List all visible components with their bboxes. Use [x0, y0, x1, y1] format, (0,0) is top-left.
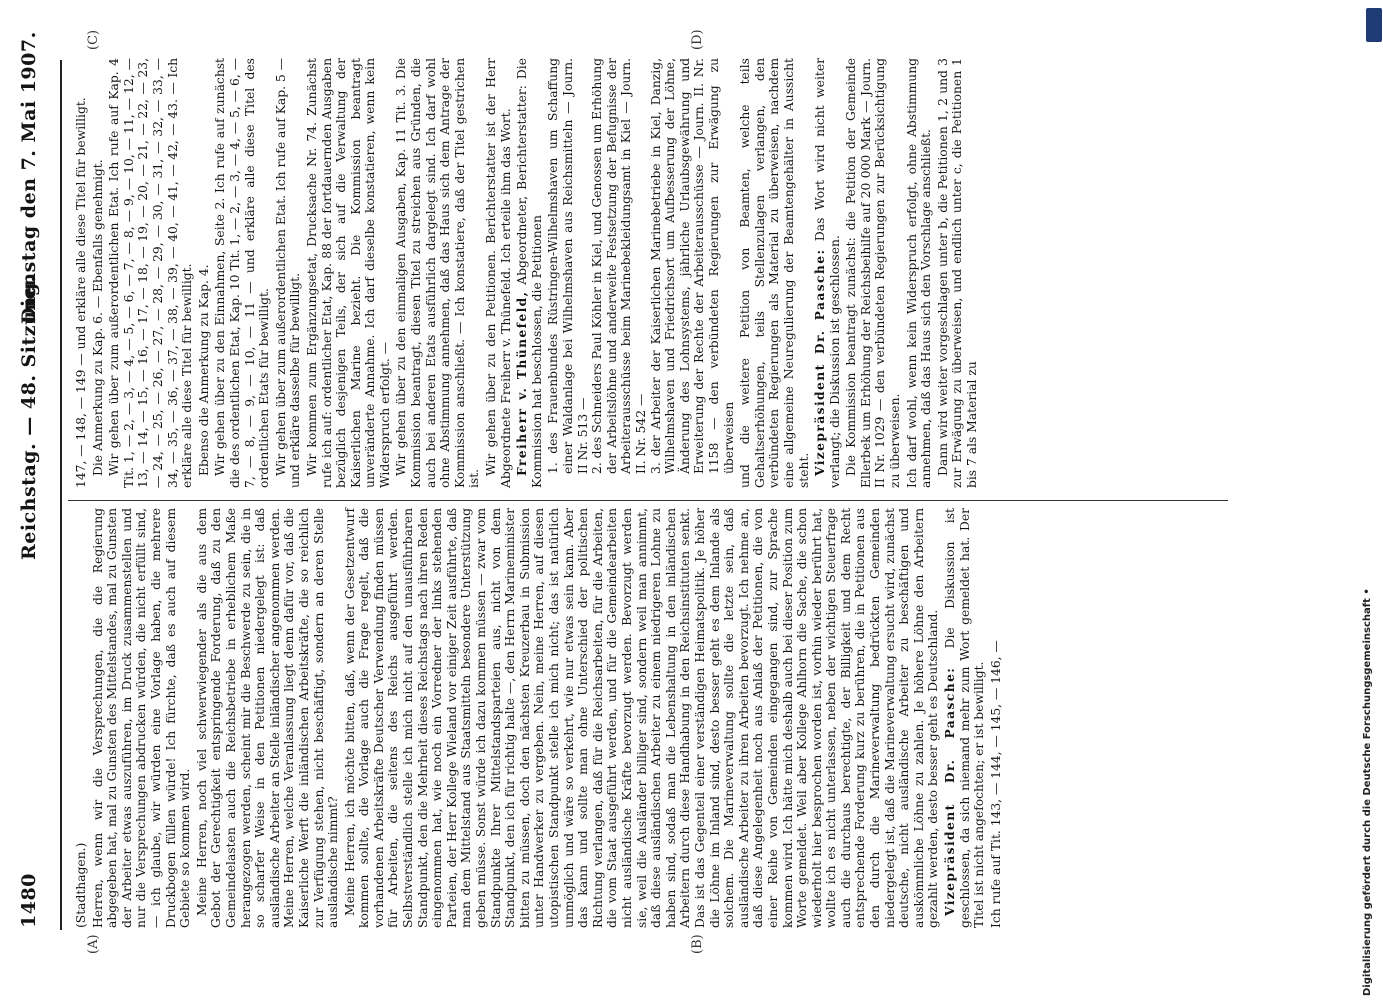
statement-text: Das Wort wird nicht weiter verlangt; die Diskussion ist geschlossen.: [813, 58, 842, 488]
session-title: Reichstag. — 48. Sitzung.: [18, 275, 40, 560]
session-date: Dienstag den 7. Mai 1907.: [18, 31, 40, 324]
paragraph: Herren, wenn wir die Versprechungen, die die Regierung abgegeben hat, mal zu Gunsten des Mittelstandes, mal zu Gunsten der Arbeiter etwas auszuführen, im Druck zusammenstellen und nur die Versprechungen abdrucken würden, die nicht erfüllt sind, — ich glaube, wir würden eine Vorlage haben, die mehrere Druckbogen füllen würde! Ich fürchte, daß es auch auf diesem Gebiete so kommen wird.: [90, 508, 193, 928]
margin-letter-b: (B): [690, 934, 705, 954]
paragraph: Ich rufe auf Tit. 143, — 144, — 145, — 146, —: [988, 640, 1003, 928]
right-column: [74, 58, 982, 488]
president-statement: [943, 508, 987, 928]
left-column: [74, 508, 1005, 928]
statement-text: Abgeordneter, Berichterstatter: Die Kommission hat beschlossen, die Petitionen: [515, 58, 544, 488]
dfg-logo: [1366, 8, 1382, 42]
speaker-label: Vizepräsident Dr. Paasche:: [812, 248, 828, 476]
list-item: 3. der Arbeiter der Kaiserlichen Marinebetriebe in Kiel, Danzig, Wilhelmshaven und Friedrichsort um Aufbesserung der Löhne, Änderung des Lohnsystems, jährliche Urlaubsgewährung und Erweiterung der Rechte der Arbeiterausschüsse — Journ. II. Nr. 1158 — den verbündeten Regierungen zur Erwägung zu überweisen: [648, 58, 736, 474]
paragraph: Meine Herren, ich möchte bitten, daß, wenn der Gesetzentwurf kommen sollte, die Vorlage auch die Frage regelt, daß die vorhandenen Arbeitskräfte Deutscher Verwendung finden müssen für Arbeiten, die seitens des Reichs ausgeführt werden. Selbstverständlich stelle ich mich nicht auf den unausführbaren Standpunkt, den die Mehrheit dieses Reichstags nach ihren Reden eingenommen hat, wie noch ein Vorredner der links stehenden Parteien, der Herr Kollege Wieland vor einiger Zeit ausführte, daß man dem Mittelstand aus Staatsmitteln besondere Unterstützung geben müsse. Sonst würde ich dazu kommen müssen — zwar vom Standpunkte Ihrer Mittelstandsparteien aus, nicht von dem Standpunkt, den ich für richtig halte —, den Herrn Marineminister bitten zu müssen, doch den nächsten Kreuzerbau in Submission unter Handwerker zu vergeben. Nein, meine Herren, auf diesen utopistischen Standpunkt stelle ich mich nicht; das ist natürlich unmöglich und wäre so verkehrt, wie nur etwas sein kann. Aber das kann und sollte man ohne Unterschied der politischen Richtung verlangen, daß für die Reichsarbeiten, für die Arbeiten, die vom Staat ausgeführt werden, und für die Gemeindearbeiten nicht ausländische Kräfte bevorzugt werden. Bevorzugt werden sie, weil die Ausländer billiger sind, sondern weil man annimmt, daß diese ausländischen Arbeiter zu einem niedrigeren Lohne zu haben sind, sodaß man die Lebenshaltung in den inländischen Arbeitern durch diese Handhabung in den Reichsinstituten senkt. Das ist das Gegenteil einer verständigen Heimatspolitik. Je höher die Löhne im Inland sind, desto besser geht es dem Inlande als solchem. Die Marineverwaltung sollte die letzte sein, daß ausländische Arbeiter zu ihren Arbeiten bevorzugt. Ich nehme an, daß diese Angelegenheit noch aus Anlaß der Petitionen, die von einer Reihe von Gemeinden eingegangen sind, zur Sprache kommen wird. Ich hätte mich deshalb auch bei dieser Position zum Worte gemeldet. Weil aber Kollege Ahlhorn die Sache, die schon wiederholt hier besprochen worden ist, vorhin wieder berührt hat, wollte ich es nicht unterlassen, neben der wichtigen Steuerfrage auch die durchaus berechtigte, der Billigkeit und dem Recht entsprechende Forderung kurz zu berühren, die in Petitionen aus den durch die Marineverwaltung bedrückten Gemeinden niedergelegt ist, daß die Marineverwaltung ersucht wird, zunächst deutsche, nicht ausländische Arbeiter zu beschäftigen und auskömmliche Löhne zu zahlen. Je höhere Löhne den Arbeitern gezahlt werden, desto besser geht es Deutschland.: [342, 508, 941, 928]
list-item: 2. des Schneiders Paul Köhler in Kiel, und Genossen um Erhöhung der Arbeitslöhne und anderweite Festsetzung der Befugnisse der Arbeiterausschüsse beim Marinebekleidungsamt in Kiel — Journ. II. Nr. 542 —: [590, 58, 648, 474]
paragraph: Meine Herren, noch viel schwerwiegender als die aus dem Gebot der Gerechtigkeit entspringende Forderung, daß zu den Gemeindelasten auch die Reichsbetriebe in erheblichem Maße herangezogen werden, scheint mir die Beschwerde zu sein, die in so scharfer Weise in den Petitionen niedergelegt ist: daß ausländische Arbeiter an Stelle inländischer angenommen werden. Meine Herren, welche Veranlassung liegt denn dafür vor, daß die Kaiserliche Werft die inländischen Arbeitskräfte, die so reichlich zur Verfügung stehen, nicht beschäftigt, sondern an deren Stelle ausländische nimmt?: [194, 508, 341, 928]
page-number: 1480: [18, 873, 40, 928]
digitization-note: [1362, 6, 1380, 996]
list-item: 1. des Frauenbundes Rüstringen-Wilhelmshaven um Schaffung einer Waldanlage bei Wilhelmshaven aus Reichsmitteln — Journ. II Nr. 513 —: [546, 58, 590, 474]
paragraph: Wir gehen über zum außerordentlichen Etat. Ich rufe auf Kap. 5 — und erkläre dasselbe für bewilligt.: [273, 58, 303, 488]
speaker-label: Freiherr v. Thünefeld,: [514, 290, 530, 476]
paragraph: und die weitere Petition von Beamten, welche teils Gehaltserhöhungen, teils Stellenzulagen verlangen, den verbündeten Regierungen als Material zu überweisen, nachdem eine allgemeine Neuregulierung der Beamtengehälter in Aussicht steht.: [738, 58, 811, 488]
speaker-tag: (Stadthagen.): [74, 842, 88, 928]
paragraph: Wir gehen über zum außerordentlichen Etat. Ich rufe auf Kap. 4 Tit. 1, — 2, — 3, — 4, — 5, — 6, — 7, — 8, — 9, — 10, — 11, — 12, — 13, — 14, — 15, — 16, — 17, — 18, — 19, — 20, — 21, — 22, — 23, — 24, — 25, — 26, — 27, — 28, — 29, — 30, — 31, — 32, — 33, — 34, — 35, — 36, — 37, — 38, — 39, — 40, — 41, — 42, — 43. — Ich erkläre alle diese Titel für bewilligt.: [107, 58, 195, 488]
paragraph: Wir gehen über zu den Einnahmen, Seite 2. Ich rufe auf zunächst die des ordentlichen Etat, Kap. 10 Tit. 1, — 2, — 3, — 4, — 5, — 6, — 7, — 8, — 9, — 10, — 11 — und erkläre alle diese Titel des ordentlichen Etats für bewilligt.: [213, 58, 272, 488]
paragraph: Die Kommission beantragt zunächst: die Petition der Gemeinde Ellerbek um Erhöhung der Reichsbeihilfe auf 20 000 Mark — Journ. II Nr. 1029 — den verbündeten Regierungen zur Berücksichtigung zu überweisen.: [844, 58, 903, 488]
paragraph: Ebenso die Anmerkung zu Kap. 4.: [196, 264, 211, 476]
petition-list: [546, 58, 736, 474]
paragraph: Dann wird weiter vorgeschlagen unter b, die Petitionen 1, 2 und 3 zur Erwägung zu überweisen, und endlich unter c, die Petitionen 1 bis 7 als Material zu: [935, 58, 980, 488]
margin-letter-d: (D): [690, 29, 705, 50]
reporter-statement: [515, 58, 544, 488]
paragraph: Ich darf wohl, wenn kein Widerspruch erfolgt, ohne Abstimmung annehmen, daß das Haus sich den Vorschlage anschließt.: [904, 58, 934, 488]
digitization-text: Digitalisierung gefördert durch die Deutsche Forschungsgemeinschaft •: [1362, 588, 1373, 996]
paragraph: Wir kommen zum Ergänzungsetat, Drucksache Nr. 74. Zunächst rufe ich auf: ordentlicher Etat, Kap. 88 der fortdauernden Ausgaben bezüglich desjenigen Teils, der sich auf die Verwaltung der Kaiserlichen Marine bezieht. Die Kommission beantragt unveränderte Annahme. Ich darf dieselbe konstatieren, wenn kein Widerspruch erfolgt. —: [304, 58, 392, 488]
paragraph: Die Anmerkung zu Kap. 6. — Ebenfalls genehmigt.: [90, 159, 105, 476]
paragraph: 147, — 148, — 149 — und erkläre alle diese Titel für bewilligt.: [74, 97, 88, 488]
margin-letter-c: (C): [86, 29, 101, 50]
statement-text: Die Diskussion ist geschlossen, da sich niemand mehr zum Wort gemeldet hat. Der Titel ist nicht angefochten; er ist bewilligt.: [943, 508, 987, 928]
paragraph: Wir gehen über zu den Petitionen. Berichterstatter ist der Herr Abgeordnete Freiherr v. Thünefeld. Ich erteile ihm das Wort.: [484, 58, 513, 488]
speaker-label: Vizepräsident Dr. Paasche:: [942, 666, 958, 916]
column-divider: [68, 500, 1228, 501]
header-rule: [60, 60, 62, 930]
margin-letter-a: (A): [86, 934, 101, 954]
president-statement: [813, 58, 842, 488]
paragraph: Wir gehen über zu den einmaligen Ausgaben, Kap. 11 Tit. 3. Die Kommission beantragt, diesen Titel zu streichen aus Gründen, die auch bei anderen Etats ausführlich dargelegt sind. Ich darf wohl ohne Abstimmung annehmen, daß das Haus sich dem Antrage der Kommission anschließt. — Ich konstatiere, daß der Titel gestrichen ist.: [394, 58, 482, 488]
